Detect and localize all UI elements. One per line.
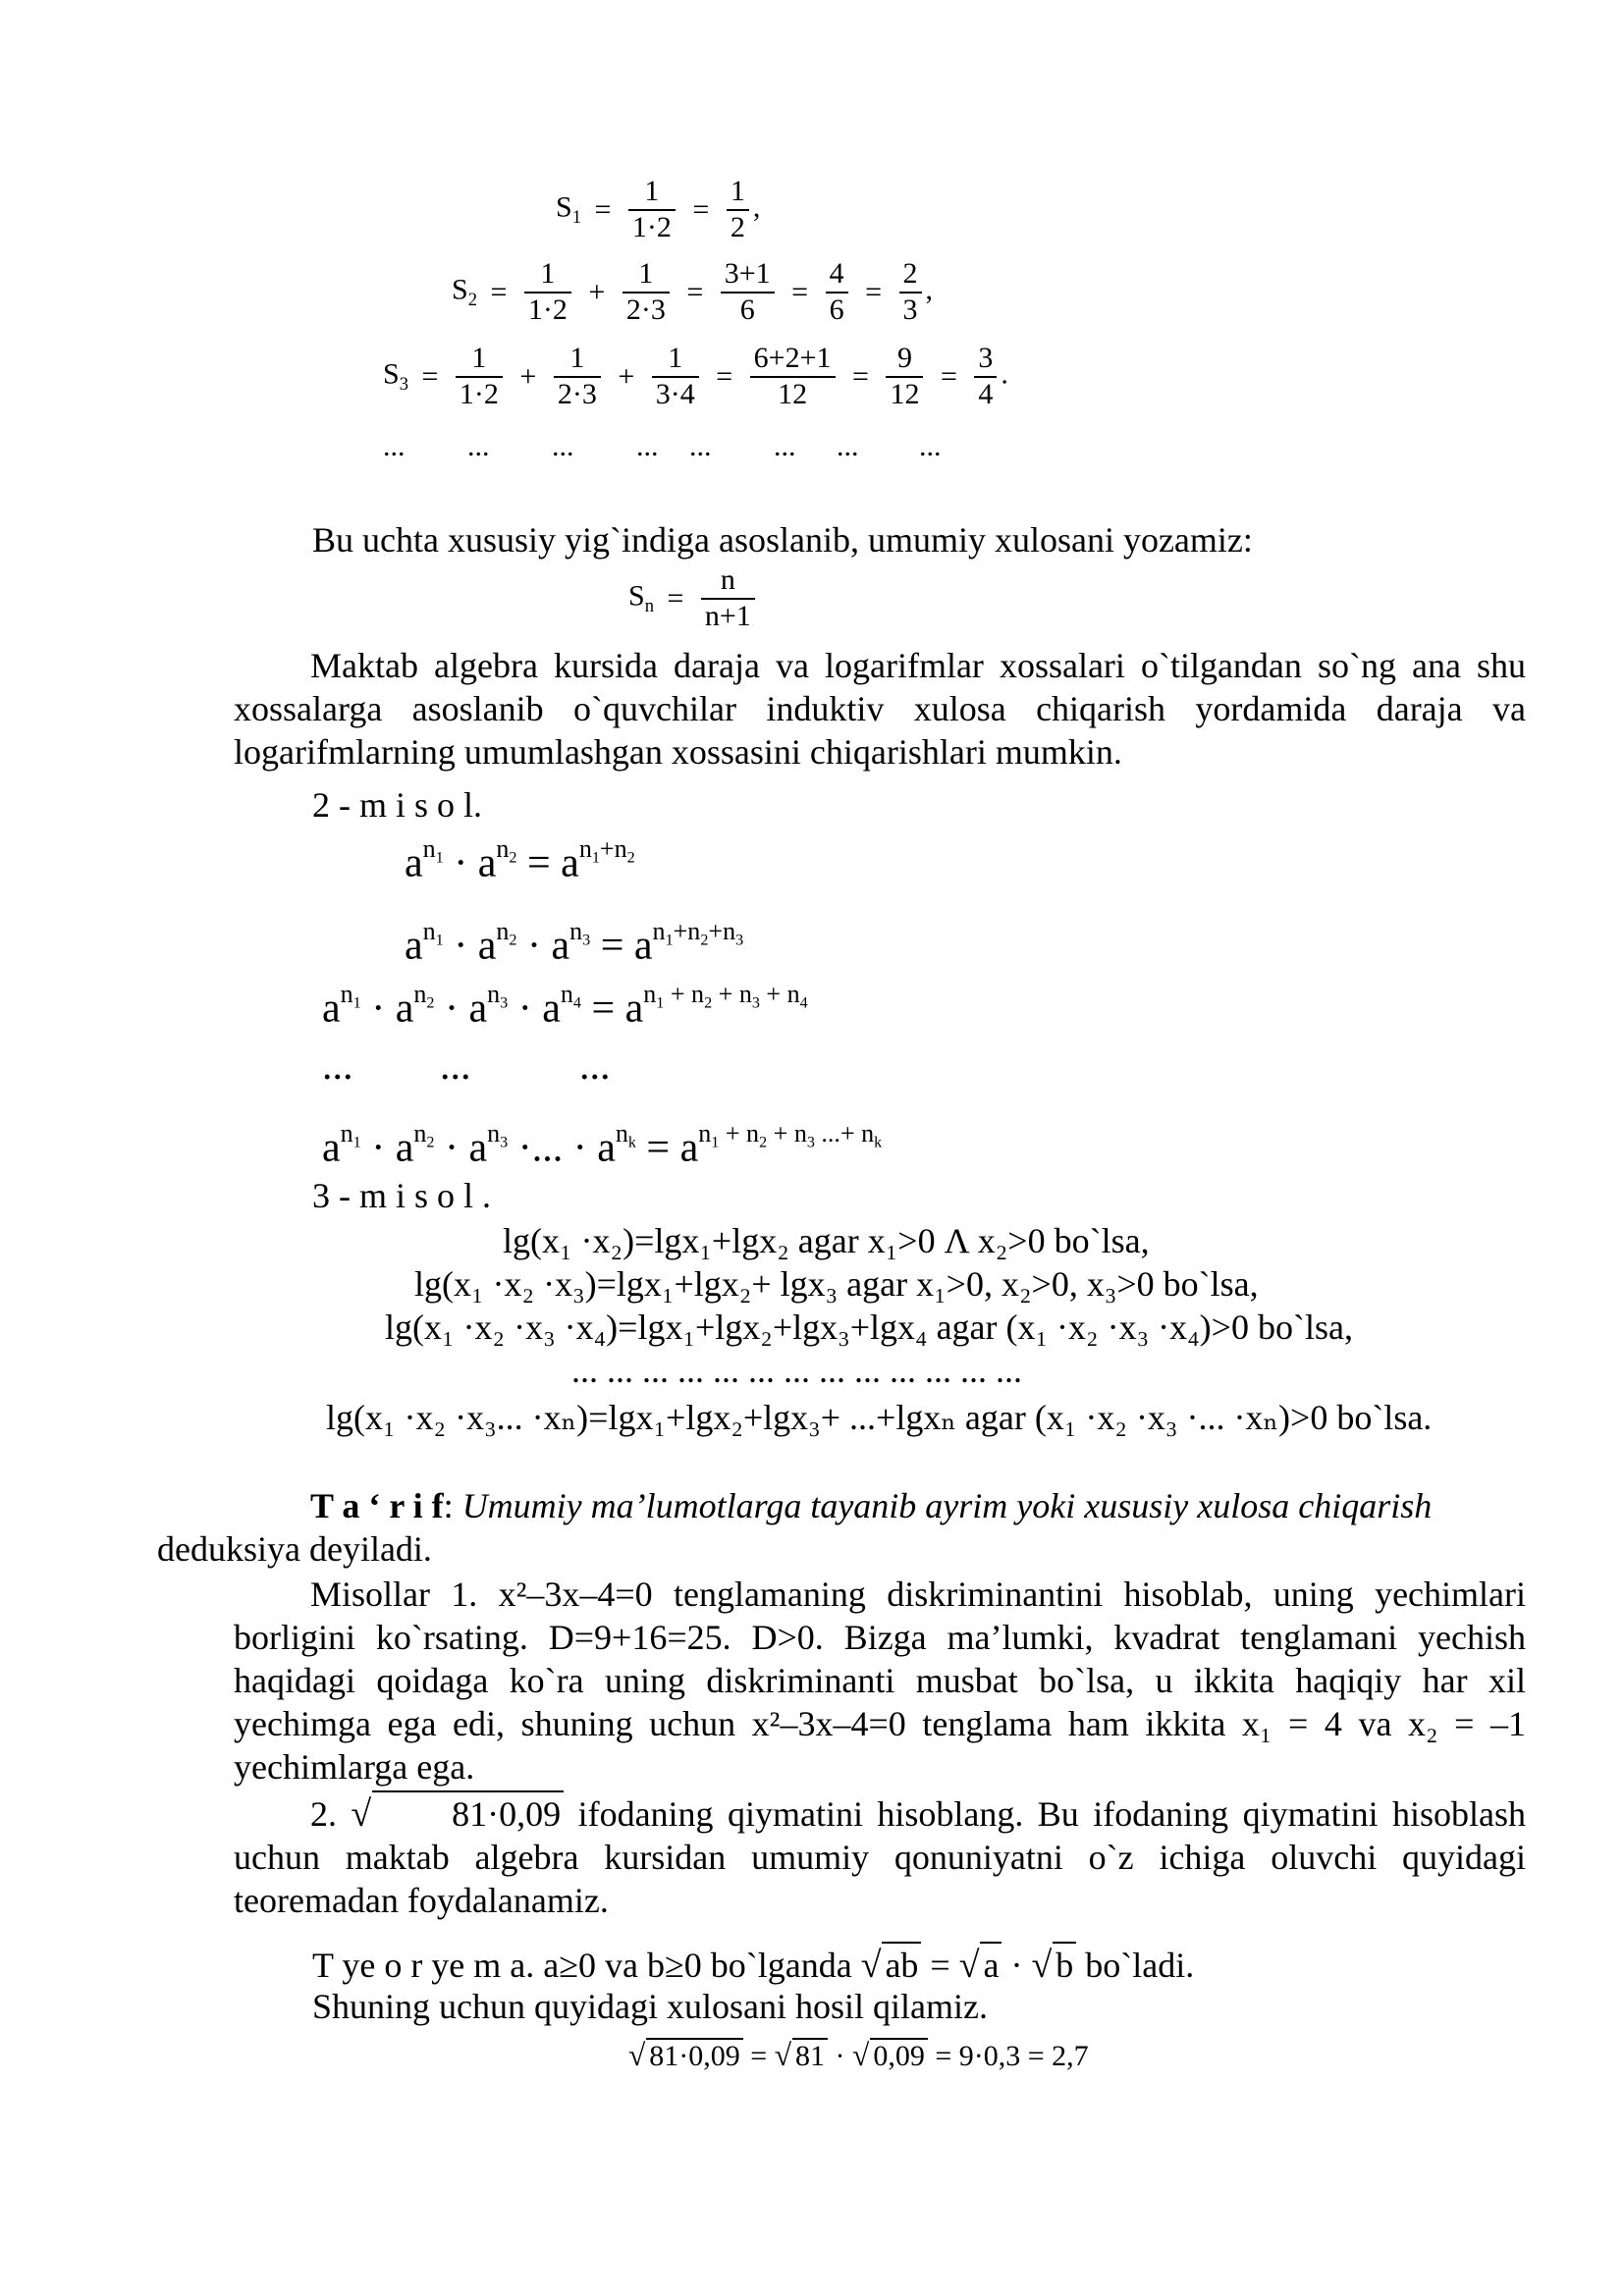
punct: . [1001,357,1008,391]
frac-num: 4 [829,257,844,290]
s1-sub: 1 [571,206,581,228]
paragraph-algebra: Maktab algebra kursida daraja va logarifmlar xossalari o`tilgandan so`ng ana shu xossalarga asoslanib o`quvchilar induktiv xulosa chiqarish yordamida daraja va logarifmlarning umumlashgan xossasini chiqarishlari mumkin. [234,646,1526,772]
power-row-k: $a^{n_1} \cdot a^{n_2} \cdot a^{n_3}$ ·... · $a^{n_k} = a^{n_1 + n_2 + n_3 ...+ n_k}$ [322,1119,883,1171]
frac-num: 3+1 [724,257,771,290]
example-1-paragraph: Misollar 1. x²–3x–4=0 tenglamaning diskriminantini hisoblab, uning yechimlari borligini ko`rsating. D=9+16=25. D>0. Bizga ma’lumki, kvadrat tenglamani yechish haqidagi qoidaga ko`ra uning diskriminanti musbat bo`lsa, u ikkita haqiqiy har xil yechimga ega edi, shuning uchun x²–3x–4=0 tenglama ham ikkita x₁ = 4 va x₂ = –1 yechimlarga ega. [234,1575,1526,1787]
s3-sub: 3 [399,373,408,395]
frac-den: 6 [721,292,775,328]
ellipsis: ... [440,1043,471,1089]
ellipsis: ... [636,430,659,462]
power-row-3: $a^{n_1} \cdot a^{n_2} \cdot a^{n_3} \cdot a^{n_4} = a^{n_1 + n_2 + n_3 + n_4}$ [322,980,808,1032]
frac-den: 3·4 [652,376,699,412]
frac-num: 2 [902,257,918,290]
frac-den: 3 [899,292,922,328]
equation-s1: $S_1$ = $\frac{1}{1\cdot 2}$ = $\frac{1}{2}$ , [556,175,761,243]
equation-s2: $S_2$ = $\frac{1}{1\cdot 2}$ + $\frac{1}{2\cdot 3}$ = $\frac{3+1}{6}$ = $\frac{4}{6}$ = $\frac{2}{3}$ , [452,257,934,326]
sn-lhs: S [628,579,645,613]
equation-sn: $S_n$ = $\frac{n}{n+1}$ [628,563,759,633]
s1-lhs: S [556,190,572,224]
sn-sub: n [644,595,654,616]
frac-num: 1 [638,257,654,290]
frac-num: n [720,563,735,596]
ellipsis: ... [467,430,490,462]
ellipsis: ... [774,430,796,462]
example-2-paragraph: 2. √ 81·0,09 ifodaning qiymatini hisoblang. Bu ifodaning qiymatini hisoblash uchun maktab algebra kursidan umumiy qonuniyatni o`z ichiga oluvchi quyidagi teoremadan foydalanamiz. [234,1790,1526,1922]
ellipsis: ... [552,430,574,462]
ellipsis: ... [837,430,859,462]
s2-sub: 2 [467,289,477,310]
frac-den: 2·3 [554,376,601,412]
frac-den: 2·3 [623,292,670,328]
log-line-1: lg(x₁ ·x₂)=lgx₁+lgx₂ agar x₁>0 Λ x₂>0 bo`lsa, [503,1221,1150,1260]
frac-den: 12 [886,376,923,412]
log-line-n: lg(x₁ ·x₂ ·x₃... ·xₙ)=lgx₁+lgx₂+lgx₃+ ...+lgxₙ agar (x₁ ·x₂ ·x₃ ·... ·xₙ)>0 bo`lsa. [326,1398,1433,1437]
radicand: 81·0,09 [372,1790,564,1836]
power-row-2: $a^{n_1} \cdot a^{n_2} \cdot a^{n_3} = a^{n_1+n_2+n_3}$ [405,917,744,969]
example-3-label: 3 - m i s o l . [312,1176,492,1215]
frac-num: 6+2+1 [753,342,832,374]
frac-den: 4 [974,376,997,412]
final-equation: √ 81·0,09 = √ 81 · √ 0,09 = 9·0,3 = 2,7 [628,2038,1089,2072]
punct: , [752,190,761,224]
frac-num: 1 [668,342,683,374]
s2-lhs: S [452,273,468,306]
example-2-label: 2 - m i s o l. [312,785,483,825]
log-dots-row: ... ... ... ... ... ... ... ... ... ... ... ... ... [571,1351,1022,1390]
ellipsis: ... [579,1043,611,1089]
power-row-1: $a^{n_1} \cdot a^{n_2} = a^{n_1+n_2}$ [405,834,635,886]
intro-line: Bu uchta xususiy yig`indiga asoslanib, umumiy xulosani yozamiz: [312,520,1253,560]
frac-den: 6 [826,292,848,328]
frac-num: 9 [896,342,912,374]
frac-den: 2 [727,209,749,245]
frac-num: 3 [978,342,994,374]
frac-num: 1 [471,342,487,374]
conclusion-line: Shuning uchun quyidagi xulosani hosil qilamiz. [312,1987,988,2026]
frac-num: 1 [569,342,585,374]
log-line-3: lg(x₁ ·x₂ ·x₃ ·x₄)=lgx₁+lgx₂+lgx₃+lgx₄ agar (x₁ ·x₂ ·x₃ ·x₄)>0 bo`lsa, [385,1308,1353,1347]
frac-den: 1·2 [524,292,571,328]
frac-den: 12 [750,376,836,412]
theorem-label: T ye o r ye m a. [312,1946,535,1985]
theorem-line: T ye o r ye m a. a≥0 va b≥0 bo`lganda √ ab = √ a · √ b bo`ladi. [312,1942,1194,1987]
frac-num: 1 [644,175,660,207]
punct: , [925,273,934,306]
frac-num: 1 [730,175,745,207]
log-line-2: lg(x₁ ·x₂ ·x₃)=lgx₁+lgx₂+ lgx₃ agar x₁>0, x₂>0, x₃>0 bo`lsa, [414,1264,1259,1304]
ellipsis: ... [689,430,712,462]
ellipsis: ... [322,1043,353,1089]
frac-den: n+1 [701,598,755,634]
ellipsis: ... [383,430,406,462]
frac-num: 1 [540,257,556,290]
frac-den: 1·2 [628,209,676,245]
ellipsis: ... [919,430,942,462]
definition-label: T a ‘ r i f [310,1486,444,1525]
frac-den: 1·2 [456,376,503,412]
definition-paragraph: T a ‘ r i f: Umumiy ma’lumotlarga tayanib ayrim yoki xususiy xulosa chiqarish deduksiya deyiladi. [157,1486,1433,1569]
equation-s3: $S_3$ = $\frac{1}{1\cdot 2}$ + $\frac{1}{2\cdot 3}$ + $\frac{1}{3\cdot 4}$ = $\frac{6+2+1}{12}$ = $\frac{9}{12}$ = $\frac{3}{4}$ . [383,342,1008,410]
s3-lhs: S [383,357,400,391]
definition-tail: deduksiya deyiladi. [157,1529,432,1569]
definition-text: Umumiy ma’lumotlarga tayanib ayrim yoki xususiy xulosa chiqarish [453,1486,1433,1525]
